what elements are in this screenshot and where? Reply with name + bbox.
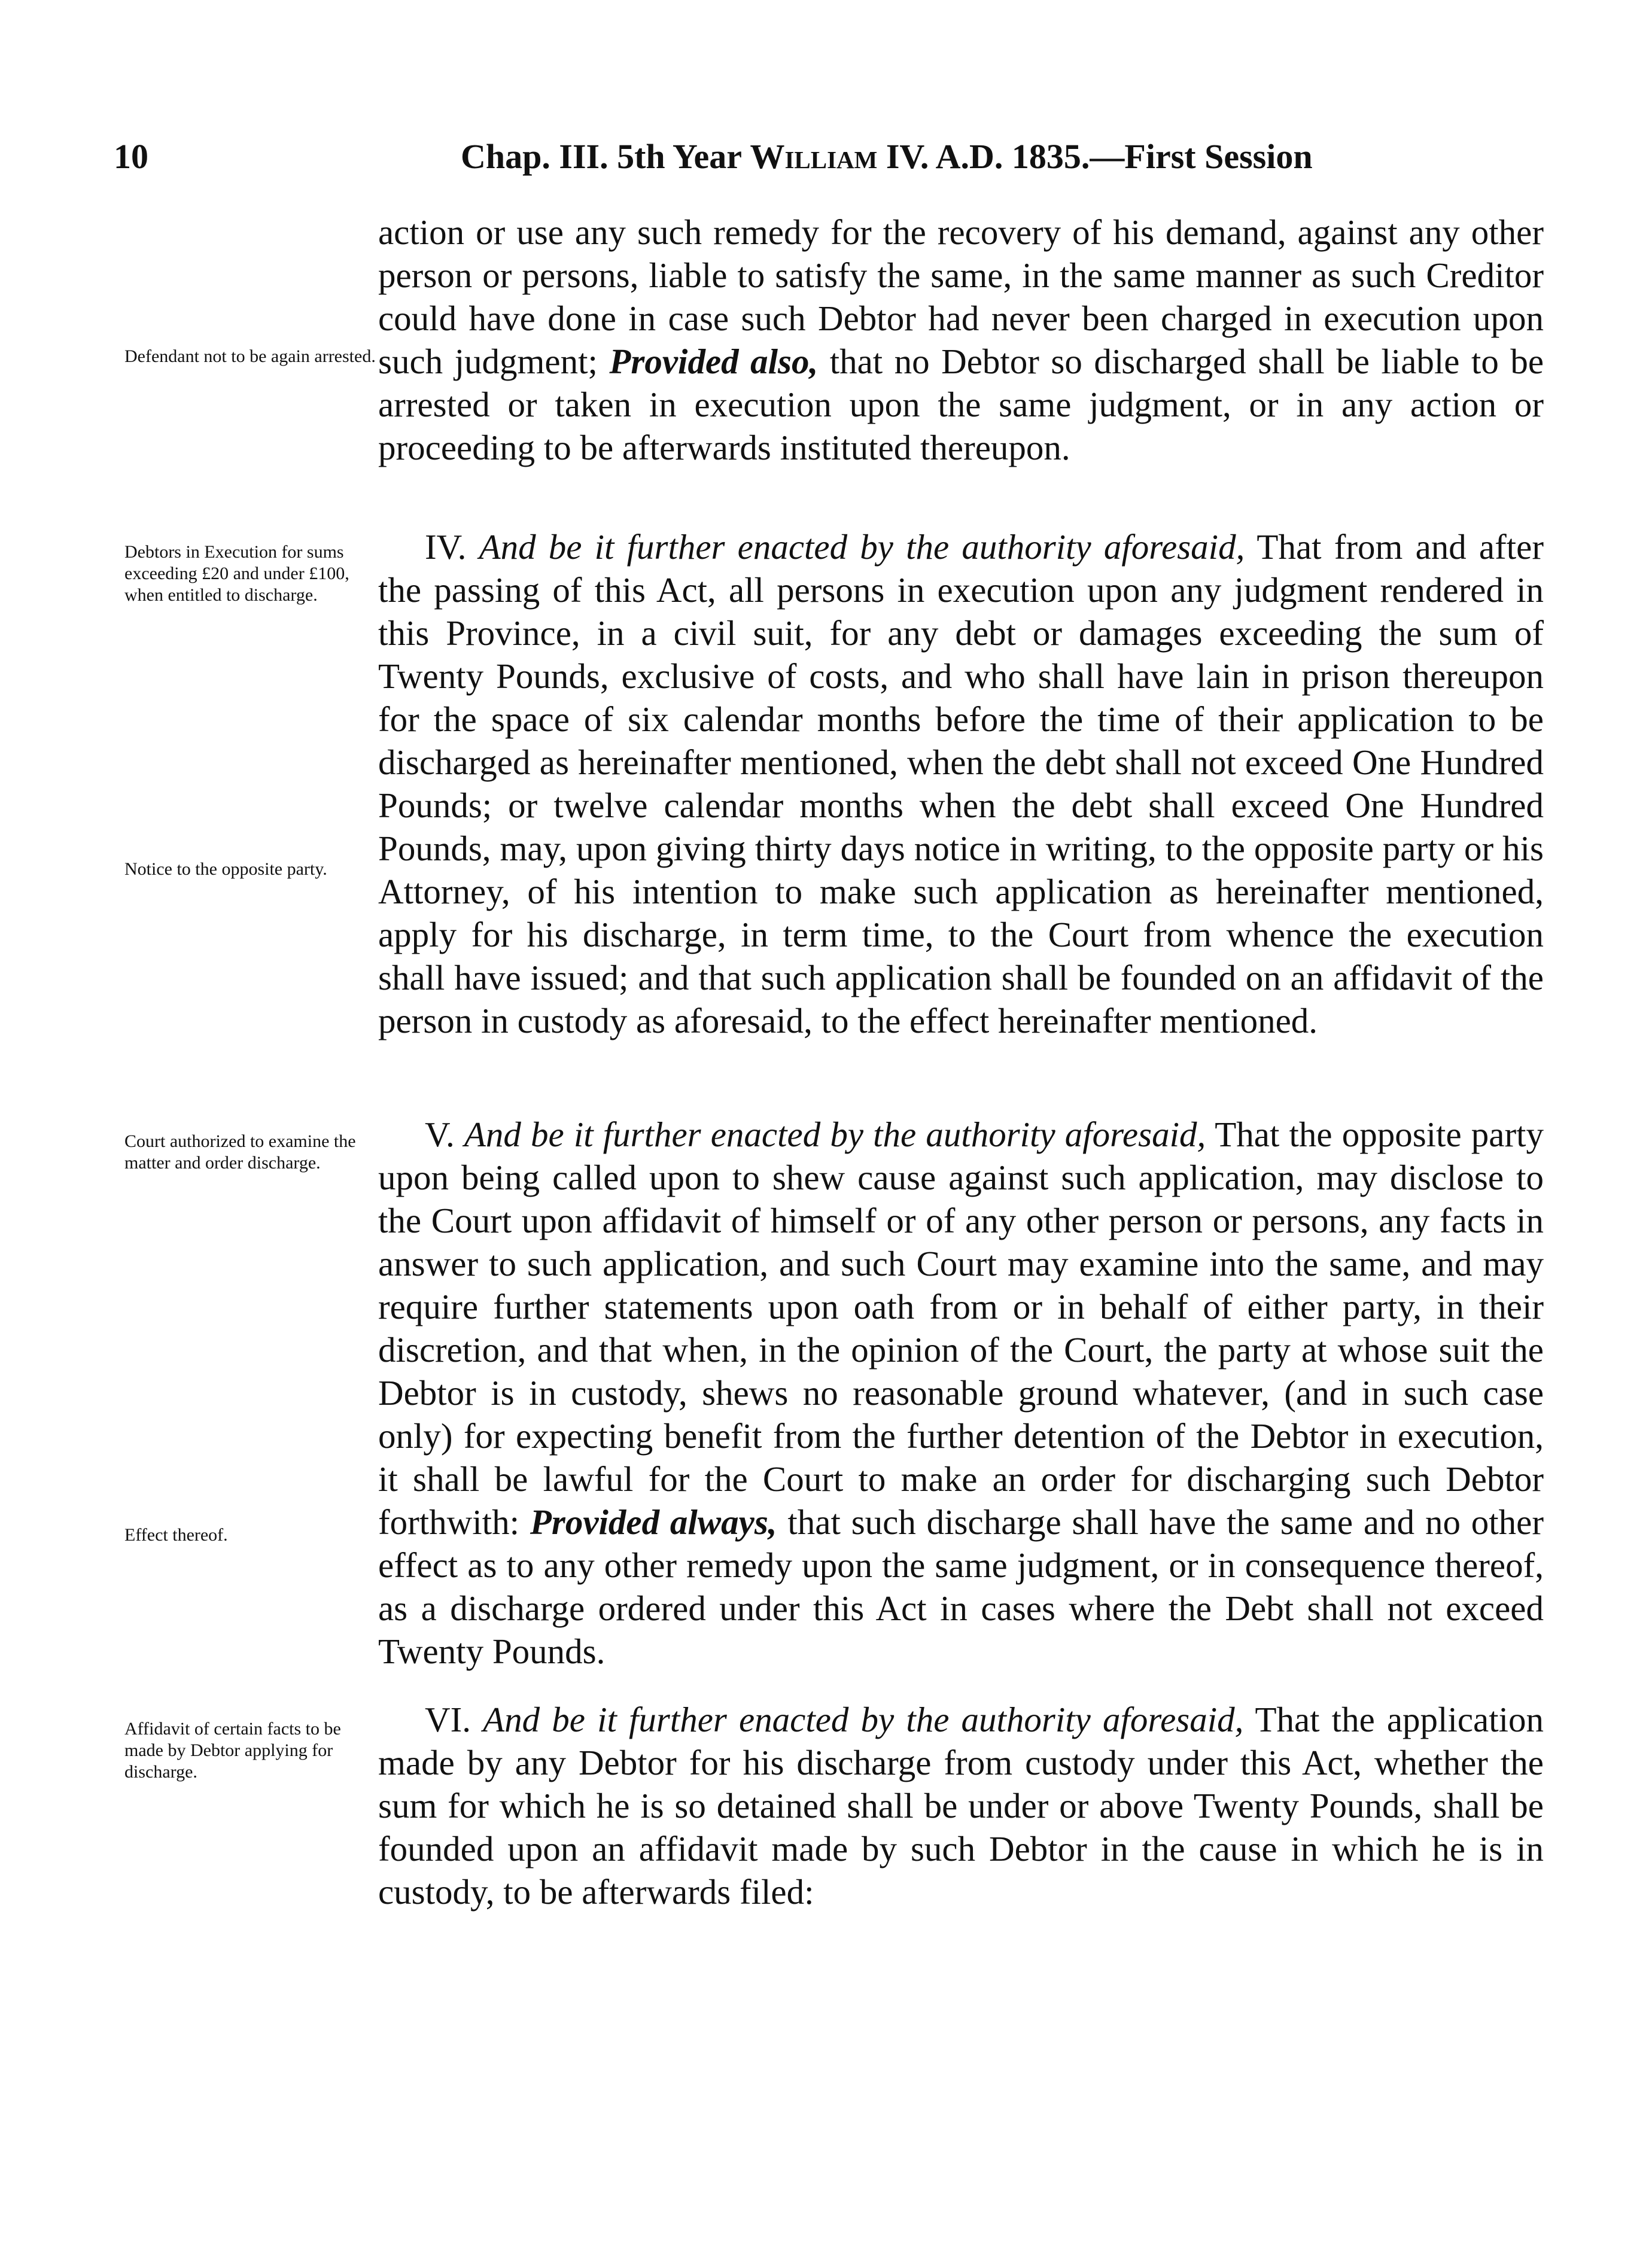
margin-note-debtors: Debtors in Execution for sums exceeding £20 and under £100, when entitled to discharge.: [124, 542, 349, 605]
margin-note-effect: Effect thereof.: [124, 1525, 228, 1545]
running-title-part2: IV. A.D. 1835.—First Session: [877, 137, 1313, 176]
continuation-text-b: that no Debtor so discharged shall be liable to be arrested or taken in execution upon the same judgment, or in any action or proceeding to be afterwards instituted thereupon.: [378, 342, 1544, 467]
margin-note-defendant: Defendant not to be again arrested.: [124, 346, 376, 366]
section-v-text-b: that such discharge shall have the same and no other effect as to any other remedy upon the same judgment, or in consequence thereof, as a discharge ordered under this Act in cases where the Debt shall not exceed Twenty Pounds.: [378, 1502, 1544, 1671]
continuation-text-a: action or use any such remedy for the recovery of his demand, against any other person or persons, liable to satisfy the same, in the same manner as such Creditor could have done in case such Debtor had never been charged in execution upon such judgment;: [378, 212, 1544, 381]
proviso-always: Provided always,: [530, 1502, 777, 1542]
proviso-also: Provided also,: [609, 342, 819, 381]
section-v-number: V.: [425, 1115, 464, 1154]
section-iv: [378, 525, 1544, 1042]
section-iv-text: That from and after the passing of this Act, all persons in execution upon any judgment rendered in this Province, in a civil suit, for any debt or damages exceeding the sum of Twenty Pounds, exclusive of costs, and who shall have lain in prison thereupon for the space of six calendar months before the time of their application to be discharged as hereinafter mentioned, when the debt shall not exceed One Hundred Pounds; or twelve calendar months when the debt shall exceed One Hundred Pounds, may, upon giving thirty days notice in writing, to the opposite party or his Attorney, of his intention to make such application as hereinafter mentioned, apply for his discharge, in term time, to the Court from whence the execution shall have issued; and that such application shall be founded on an affidavit of the person in custody as aforesaid, to the effect hereinafter mentioned.: [378, 527, 1544, 1040]
margin-note-notice: Notice to the opposite party.: [124, 859, 327, 879]
running-title-king: William: [750, 137, 878, 176]
running-title: [461, 136, 1313, 176]
section-iv-enacting-clause: And be it further enacted by the authority aforesaid,: [479, 527, 1245, 567]
section-v-enacting-clause: And be it further enacted by the authority aforesaid,: [464, 1115, 1206, 1154]
running-title-part1: Chap. III. 5th Year: [461, 137, 750, 176]
page-number: 10: [114, 137, 148, 176]
section-vi-text: That the application made by any Debtor for his discharge from custody under this Act, whether the sum for which he is so detained shall be under or above Twenty Pounds, shall be founded upon an affidavit made by such Debtor in the cause in which he is in custody, to be afterwards filed:: [378, 1700, 1544, 1912]
section-iv-number: IV.: [425, 527, 479, 567]
paragraph-continuation: [378, 211, 1544, 469]
section-v: [378, 1113, 1544, 1673]
section-vi: [378, 1698, 1544, 1913]
section-vi-enacting-clause: And be it further enacted by the authority aforesaid,: [483, 1700, 1244, 1739]
margin-note-court: Court authorized to examine the matter and order discharge.: [124, 1131, 356, 1173]
section-v-text-a: That the opposite party upon being called upon to shew cause against such application, may disclose to the Court upon affidavit of himself or of any other person or persons, any facts in answer to such application, and such Court may examine into the same, and may require further statements upon oath from or in behalf of either party, in their discretion, and that when, in the opinion of the Court, the party at whose suit the Debtor is in custody, shews no reasonable ground whatever, (and in such case only) for expecting benefit from the further detention of the Debtor in execution, it shall be lawful for the Court to make an order for discharging such Debtor forthwith:: [378, 1115, 1544, 1542]
section-vi-number: VI.: [425, 1700, 483, 1739]
margin-note-affidavit: Affidavit of certain facts to be made by Debtor applying for discharge.: [124, 1719, 341, 1782]
